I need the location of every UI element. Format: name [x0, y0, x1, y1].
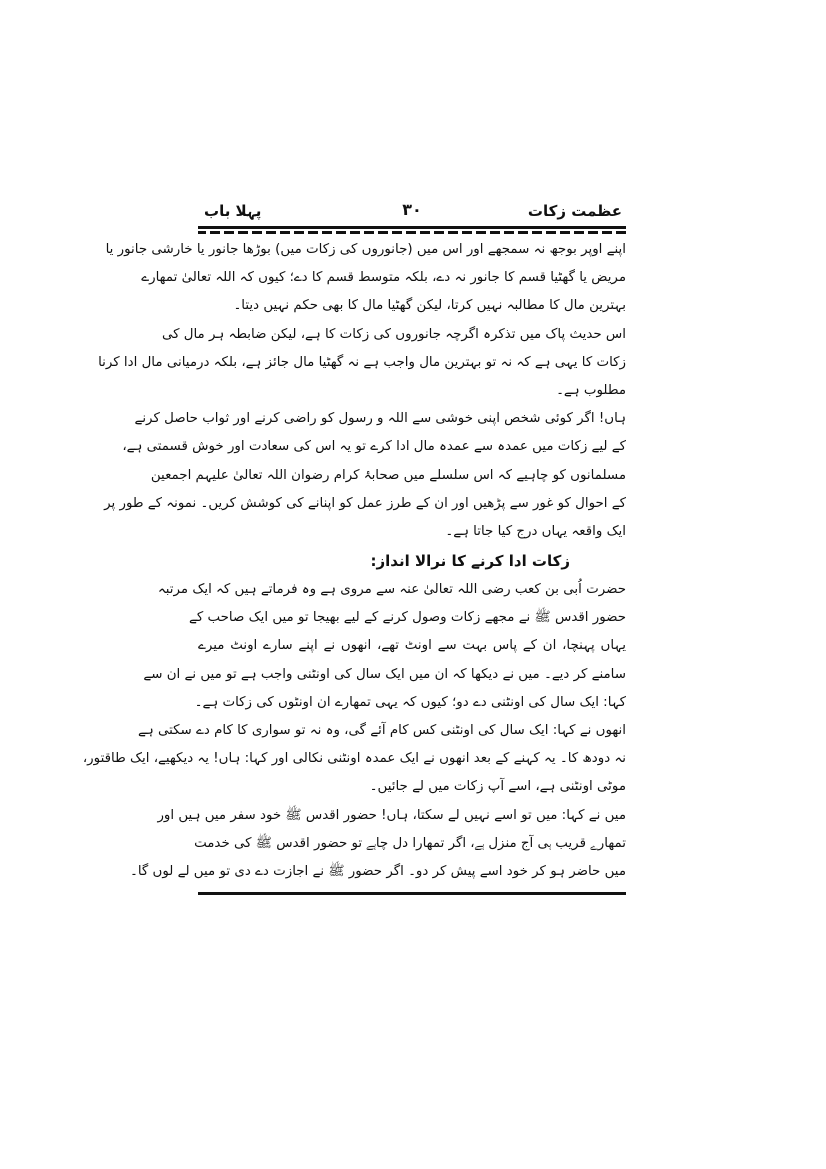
text-line: ایک واقعہ یہاں درج کیا جاتا ہے۔: [445, 523, 626, 539]
footer-rule: [198, 892, 626, 895]
body-text-section-1: [98, 236, 626, 546]
page-number: ۳۰: [402, 200, 422, 219]
paragraph: [82, 717, 626, 802]
text-line: مسلمانوں کو چاہیے کہ اس سلسلے میں صحابۂ کرام رضوان اللہ تعالیٰ علیہم اجمعین: [150, 467, 626, 483]
chapter-label: پہلا باب: [204, 202, 262, 220]
text-line: بہترین مال کا مطالبہ نہیں کرتا، لیکن گھٹیا مال کا بھی حکم نہیں دیتا۔: [233, 298, 626, 314]
paragraph: [129, 802, 626, 887]
paragraph: [104, 405, 626, 546]
body-text-section-2: [82, 576, 626, 886]
header-dashed-rule: [198, 231, 626, 234]
text-line: تمھارے قریب ہی آج منزل ہے، اگر تمھارا دل چاہے تو حضور اقدس ﷺ کی خدمت: [194, 835, 626, 851]
text-line: سامنے کر دیے۔ میں نے دیکھا کہ ان میں ایک سال کی اونٹنی واجب ہے تو میں نے ان سے: [143, 666, 626, 682]
book-page: [82, 196, 626, 895]
text-line: زکات کا یہی ہے کہ نہ تو بہترین مال واجب ہے نہ گھٹیا مال جائز ہے، بلکہ درمیانی مال ادا کرنا: [98, 354, 626, 370]
text-line: مریض یا گھٹیا قسم کا جانور نہ دے، بلکہ متوسط قسم کا دے؛ کیوں کہ اللہ تعالیٰ تمھارے: [141, 270, 626, 286]
paragraph: [105, 236, 626, 321]
text-line: کے لیے زکات میں عمدہ سے عمدہ مال ادا کرے تو یہ اس کی سعادت اور خوش قسمتی ہے،: [122, 439, 626, 455]
text-line: اپنے اوپر بوجھ نہ سمجھے اور اس میں (جانوروں کی زکات میں) بوڑھا جانور یا خارشی جانور یا: [105, 242, 626, 257]
text-line: اس حدیث پاک میں تذکرہ اگرچہ جانوروں کی زکات کا ہے، لیکن ضابطہ ہر مال کی: [161, 326, 626, 342]
text-line: کہا: ایک سال کی اونٹنی دے دو؛ کیوں کہ یہی تمھارے ان اونٹوں کی زکات ہے۔: [194, 694, 626, 710]
book-title: عظمت زکات: [527, 202, 622, 220]
text-line: مطلوب ہے۔: [556, 382, 626, 398]
paragraph: [98, 321, 626, 406]
header-rule: [198, 226, 626, 229]
section-heading: زکات ادا کرنے کا نرالا انداز:: [370, 552, 570, 571]
text-line: حضرت اُبی بن کعب رضی اللہ تعالیٰ عنہ سے مروی ہے وہ فرماتے ہیں کہ ایک مرتبہ: [157, 582, 626, 598]
page-header: [198, 196, 626, 226]
text-line: انھوں نے کہا: ایک سال کی اونٹنی کس کام آئے گی، وہ نہ تو سواری کا کام دے سکتی ہے: [138, 723, 626, 738]
text-line: کے احوال کو غور سے پڑھیں اور ان کے طرز عمل کو اپنانے کی کوشش کریں۔ نمونہ کے طور پر: [104, 495, 626, 511]
text-line: میں نے کہا: میں تو اسے نہیں لے سکتا، ہاں! حضور اقدس ﷺ خود سفر میں ہیں اور: [157, 807, 626, 823]
text-line: نہ دودھ کا۔ یہ کہنے کے بعد انھوں نے ایک عمدہ اونٹنی نکالی اور کہا: ہاں! یہ دیکھیے، ایک طاقتور،: [82, 751, 626, 767]
paragraph: [143, 576, 626, 717]
text-line: میں حاضر ہو کر خود اسے پیش کر دو۔ اگر حضور ﷺ نے اجازت دے دی تو میں لے لوں گا۔: [129, 863, 626, 879]
text-line: حضور اقدس ﷺ نے مجھے زکات وصول کرنے کے لیے بھیجا تو میں ایک صاحب کے: [189, 610, 626, 626]
text-line: ہاں! اگر کوئی شخص اپنی خوشی سے اللہ و رسول کو راضی کرنے اور ثواب حاصل کرنے: [134, 411, 626, 427]
text-line: یہاں پہنچا، ان کے پاس بہت سے اونٹ تھے، انھوں نے اپنے سارے اونٹ میرے: [198, 638, 626, 654]
text-line: موٹی اونٹنی ہے، اسے آپ زکات میں لے جائیں۔: [369, 779, 626, 795]
